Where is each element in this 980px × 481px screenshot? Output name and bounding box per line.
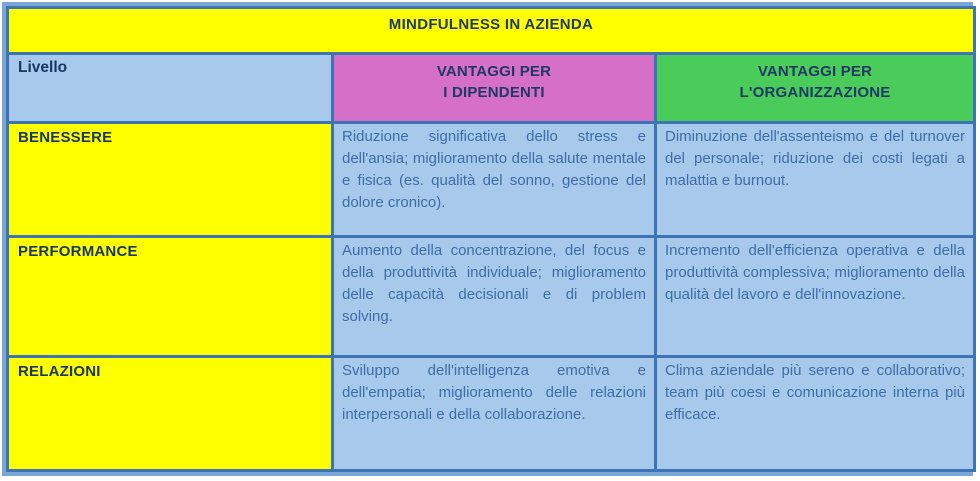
table-header-row — [8, 53, 975, 123]
column-header-dipendenti-line2: I DIPENDENTI — [443, 83, 545, 101]
row-label-benessere: BENESSERE — [8, 123, 333, 237]
benessere-employees-cell: Riduzione significativa dello stress e dell'ansia; miglioramento della salute mentale e fisica (es. qualità del sonno, gestione del dolore cronico). — [333, 123, 656, 237]
relazioni-organization-cell: Clima aziendale più sereno e collaborativo; team più coesi e comunicazione interna più efficace. — [656, 356, 975, 470]
benessere-organization-cell: Diminuzione dell'assenteismo e del turnover del personale; riduzione dei costi legati a malattia e burnout. — [656, 123, 975, 237]
table-row-performance — [8, 237, 975, 356]
table-title: MINDFULNESS IN AZIENDA — [8, 8, 975, 54]
mindfulness-table — [6, 6, 976, 472]
row-label-performance: PERFORMANCE — [8, 237, 333, 356]
table-title-row — [8, 8, 975, 54]
column-header-organizzazione-line1: VANTAGGI PER — [757, 62, 873, 80]
relazioni-employees-cell: Sviluppo dell'intelligenza emotiva e dell'empatia; miglioramento delle relazioni interpersonali e della collaborazione. — [333, 356, 656, 470]
column-header-dipendenti-line1: VANTAGGI PER — [436, 62, 552, 80]
table-row-benessere — [8, 123, 975, 237]
table-row-relazioni — [8, 356, 975, 470]
performance-organization-cell: Incremento dell'efficienza operativa e della produttività complessiva; miglioramento della qualità del lavoro e dell'innovazione. — [656, 237, 975, 356]
column-header-livello: Livello — [8, 53, 333, 123]
column-header-organizzazione-line2: L'ORGANIZZAZIONE — [739, 83, 891, 101]
column-header-dipendenti — [333, 53, 656, 123]
row-label-relazioni: RELAZIONI — [8, 356, 333, 470]
mindfulness-table-frame — [2, 2, 973, 476]
column-header-organizzazione — [656, 53, 975, 123]
performance-employees-cell: Aumento della concentrazione, del focus e della produttività individuale; miglioramento delle capacità decisionali e di problem solving. — [333, 237, 656, 356]
